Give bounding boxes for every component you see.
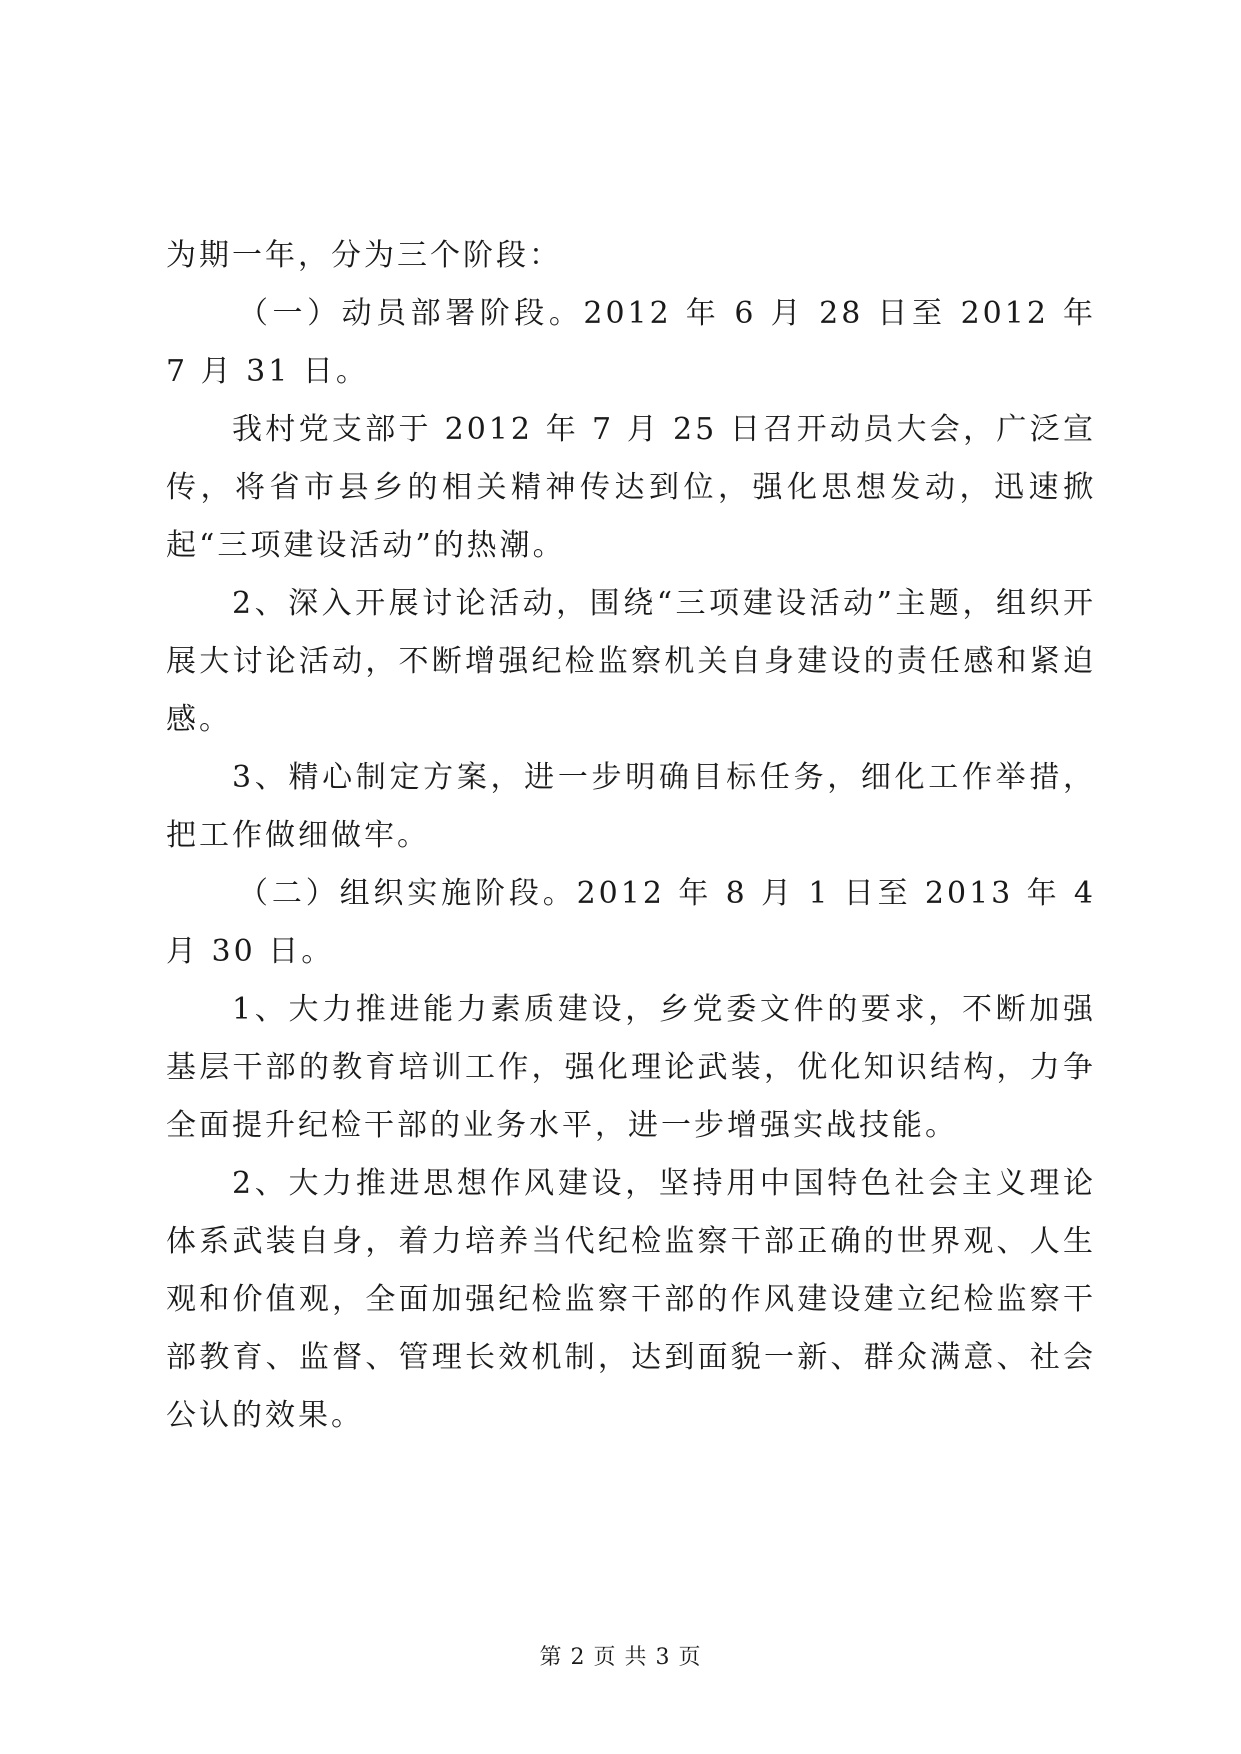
paragraph-discussion-activity: 2、深入开展讨论活动，围绕“三项建设活动”主题，组织开展大讨论活动，不断增强纪检监察机关自身建设的责任感和紧迫感。 [166,586,1096,737]
page-number-footer: 第 2 页 共 3 页 [539,1645,702,1670]
paragraph-mobilization-meeting: 我村党支部于 2012 年 7 月 25 日召开动员大会，广泛宣传，将省市县乡的相关精神传达到位，强化思想发动，迅速掀起“三项建设活动”的热潮。 [166,412,1096,563]
document-body [166,227,1096,1445]
paragraph-phase-two-heading: （二）组织实施阶段。2012 年 8 月 1 日至 2013 年 4 月 30 日。 [166,876,1096,969]
paragraph-capability-building: 1、大力推进能力素质建设，乡党委文件的要求，不断加强基层干部的教育培训工作，强化理论武装，优化知识结构，力争全面提升纪检干部的业务水平，进一步增强实战技能。 [166,992,1096,1143]
paragraph-intro: 为期一年，分为三个阶段： [166,238,562,273]
paragraph-plan-formulation: 3、精心制定方案，进一步明确目标任务，细化工作举措，把工作做细做牢。 [166,760,1096,853]
paragraph-phase-one-heading: （一）动员部署阶段。2012 年 6 月 28 日至 2012 年 7 月 31 日。 [166,296,1096,389]
paragraph-ideological-style-building: 2、大力推进思想作风建设，坚持用中国特色社会主义理论体系武装自身，着力培养当代纪检监察干部正确的世界观、人生观和价值观，全面加强纪检监察干部的作风建设建立纪检监察干部教育、监督、管理长效机制，达到面貌一新、群众满意、社会公认的效果。 [166,1166,1096,1433]
